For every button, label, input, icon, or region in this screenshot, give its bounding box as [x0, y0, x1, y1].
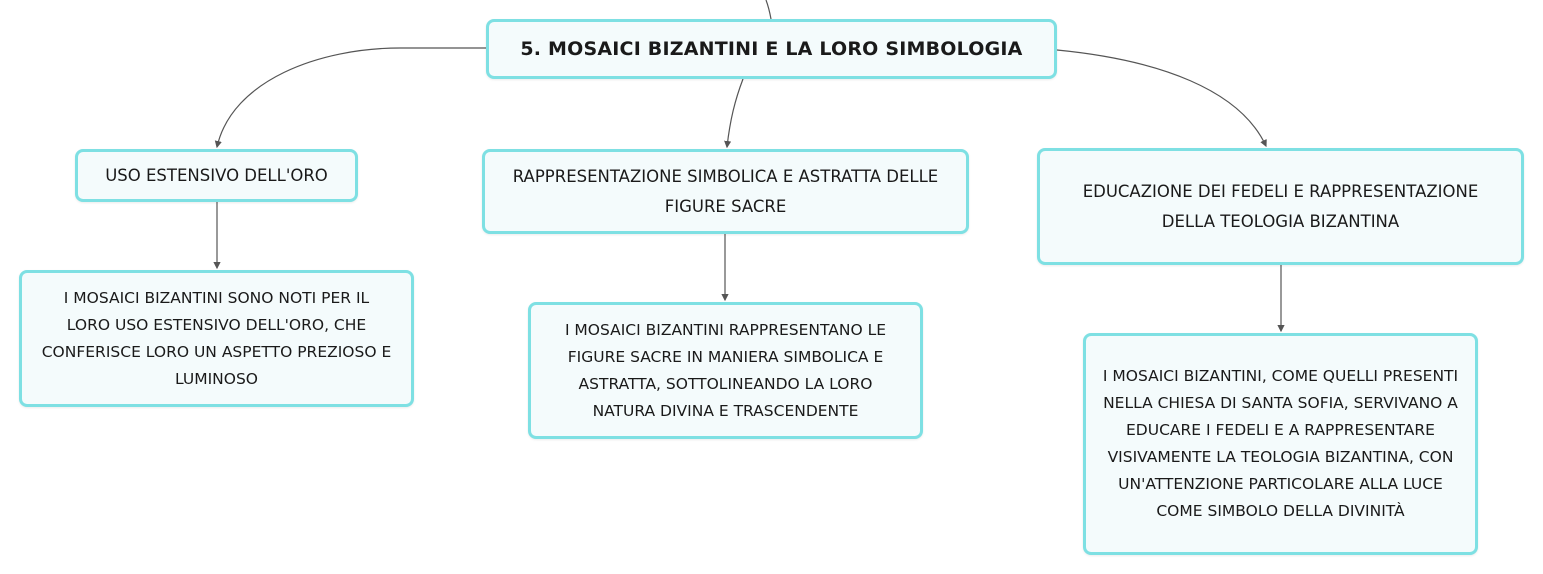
- root-topic[interactable]: [486, 19, 1057, 79]
- connector-root-branch-3: [1057, 50, 1266, 146]
- branch-topic-education-theology[interactable]: [1037, 148, 1524, 265]
- detail-topic-education-theology[interactable]: [1083, 333, 1478, 555]
- branch-topic-label: USO ESTENSIVO DELL'ORO: [105, 165, 328, 185]
- detail-topic-text: I MOSAICI BIZANTINI, COME QUELLI PRESENTI NELLA CHIESA DI SANTA SOFIA, SERVIVANO A EDUCARE I FEDELI E A RAPPRESENTARE VISIVAMENTE LA TEOLOGIA BIZANTINA, CON UN'ATTENZIONE PARTICOLARE ALLA LUCE COME SIMBOLO DELLA DIVINITÀ: [1102, 367, 1459, 520]
- connector-parent-root: [766, 0, 771, 19]
- detail-topic-text: I MOSAICI BIZANTINI RAPPRESENTANO LE FIGURE SACRE IN MANIERA SIMBOLICA E ASTRATTA, SOTTOLINEANDO LA LORO NATURA DIVINA E TRASCENDENTE: [564, 320, 887, 420]
- detail-topic-text: I MOSAICI BIZANTINI SONO NOTI PER IL LORO USO ESTENSIVO DELL'ORO, CHE CONFERISCE LORO UN ASPETTO PREZIOSO E LUMINOSO: [41, 288, 392, 388]
- connector-root-branch-2: [727, 79, 743, 147]
- branch-topic-label: EDUCAZIONE DEI FEDELI E RAPPRESENTAZIONE DELLA TEOLOGIA BIZANTINA: [1082, 181, 1479, 231]
- branch-topic-gold[interactable]: [75, 149, 358, 202]
- root-topic-label: 5. MOSAICI BIZANTINI E LA LORO SIMBOLOGIA: [520, 38, 1023, 60]
- connector-root-branch-1: [217, 48, 486, 147]
- detail-topic-symbolic-representation[interactable]: [528, 302, 923, 439]
- branch-topic-symbolic-representation[interactable]: [482, 149, 969, 234]
- branch-topic-label: RAPPRESENTAZIONE SIMBOLICA E ASTRATTA DELLE FIGURE SACRE: [512, 166, 939, 216]
- detail-topic-gold[interactable]: [19, 270, 414, 407]
